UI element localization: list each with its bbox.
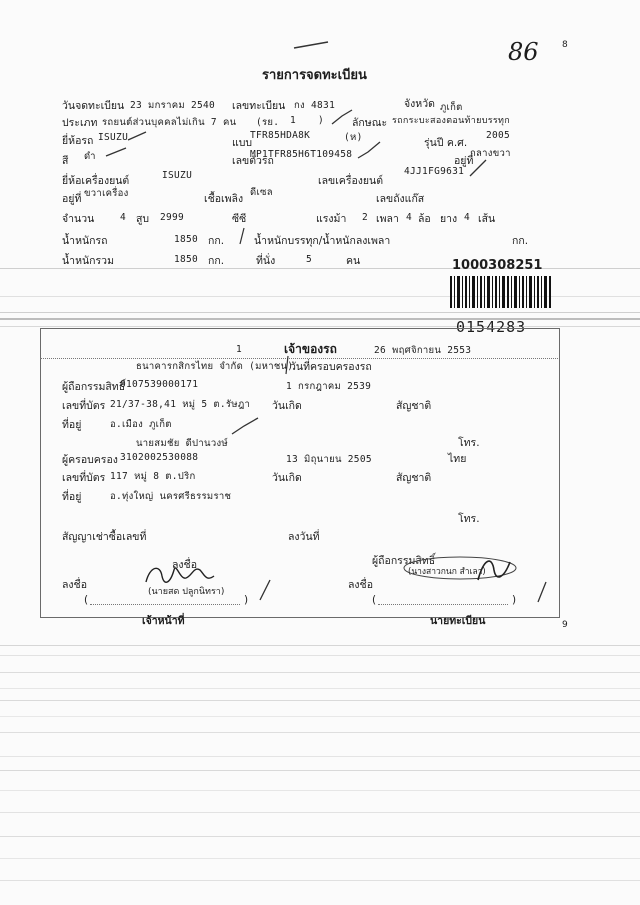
signature-line <box>378 604 508 605</box>
fuel-label: เชื้อเพลิง <box>204 193 244 205</box>
owner-company: ธนาคารกสิกรไทย จำกัด (มหาชน) <box>136 361 294 372</box>
seat-unit: คน <box>346 255 361 267</box>
possessor-name: นายสมชัย ดีปานวงษ์ <box>136 438 228 449</box>
province-value: ภูเก็ต <box>440 102 463 113</box>
color-label: สี <box>62 155 69 167</box>
tire-value: 4 <box>464 212 471 223</box>
axle-value: 2 <box>362 212 369 223</box>
handwritten-page-number: 86 <box>508 38 539 66</box>
qty-value: 4 <box>120 212 127 223</box>
check-mark <box>356 140 384 162</box>
contract-label: สัญญาเช่าซื้อเลขที่ <box>62 531 147 543</box>
year-label: รุ่นปี ค.ศ. <box>424 137 468 149</box>
gross-value: 1850 <box>174 254 199 265</box>
engine-brand-label: ยี่ห้อเครื่องยนต์ <box>62 175 130 187</box>
tel-label: โทร. <box>458 437 480 449</box>
holder-address-no: 21/37-38,41 หมู่ 5 ต.รัษฎา <box>110 399 251 410</box>
kg-unit: กก. <box>208 255 225 267</box>
registrar-name: (นางสาวกนก สำเลา) <box>408 567 486 577</box>
hp-label: แรงม้า <box>316 213 347 225</box>
model-value: TFR85HDA8K <box>250 130 311 141</box>
engine-no-label: เลขเครื่องยนต์ <box>318 175 384 187</box>
tire-label: ยาง <box>440 213 458 225</box>
nation-label: สัญชาติ <box>396 400 432 412</box>
kg-unit: กก. <box>512 235 529 247</box>
province-label: จังหวัด <box>404 98 435 110</box>
address-label: ที่อยู่ <box>62 419 82 431</box>
paren-open: ( <box>84 594 89 606</box>
reg-no-label: เลขทะเบียน <box>232 100 286 112</box>
possessor-birth: 13 มิถุนายน 2505 <box>286 454 372 465</box>
possessor-nationality: ไทย <box>448 453 467 465</box>
engine-loc-value: ขวาเครื่อง <box>84 188 129 199</box>
check-mark <box>236 226 252 246</box>
weight-value: 1850 <box>174 234 199 245</box>
feature-label: ลักษณะ <box>352 117 388 129</box>
gas-label: เลขถังแก๊ส <box>376 193 425 205</box>
model-label: แบบ <box>232 137 253 149</box>
paren-close: ) <box>512 594 517 606</box>
engine-brand-value: ISUZU <box>162 170 193 181</box>
wheel-value: 4 <box>406 212 413 223</box>
kg-unit: กก. <box>208 235 225 247</box>
check-mark <box>230 416 260 438</box>
fuel-value: ดีเซล <box>250 187 273 198</box>
check-mark <box>282 354 294 376</box>
owner-seq: 1 <box>236 344 243 355</box>
barcode <box>450 276 554 308</box>
sign-label: ลงชื่อ <box>172 559 197 571</box>
load-label: น้ำหนักบรรทุก/น้ำหนักลงเพลา <box>254 235 391 247</box>
address-label: ที่อยู่ <box>62 491 82 503</box>
barcode-number: 1000308251 <box>452 258 543 273</box>
type-value: รถยนต์ส่วนบุคคลไม่เกิน 7 คน <box>102 117 237 128</box>
footer-mark: 9 <box>562 620 568 630</box>
possessor-id: 3102002530088 <box>120 452 199 463</box>
feature-value: รถกระบะสองตอนท้ายบรรทุก <box>392 116 510 126</box>
check-mark <box>256 578 276 602</box>
seat-label: ที่นั่ง <box>256 255 276 267</box>
sign-label: ลงชื่อ <box>348 579 373 591</box>
wheel-label: ล้อ <box>418 213 431 225</box>
birth-label: วันเกิด <box>272 400 302 412</box>
brand-value: ISUZU <box>98 132 129 143</box>
chassis-value: MP1TFR85H6T109458 <box>250 149 353 160</box>
rs-label: (รย. <box>256 117 280 128</box>
possessor-address-no: 117 หมู่ 8 ต.ปริก <box>110 471 196 482</box>
chassis-label: เลขตัวรถ <box>232 155 274 167</box>
cyl-label: สูบ <box>136 213 150 225</box>
weight-label: น้ำหนักรถ <box>62 235 108 247</box>
chassis-loc-value: กลางขวา <box>470 148 511 159</box>
cc-value: 2999 <box>160 212 185 223</box>
page-mark: 8 <box>562 40 568 50</box>
holder-sign-label: ผู้ถือกรรมสิทธิ์ <box>372 555 436 567</box>
qty-label: จำนวน <box>62 213 95 225</box>
paren-close: ) <box>244 594 249 606</box>
official-title: เจ้าหน้าที่ <box>142 615 185 627</box>
serial-number: 0154283 <box>456 318 527 336</box>
owner-section-title: เจ้าของรถ <box>284 342 337 356</box>
possess-label: วันที่ครอบครองรถ <box>290 361 372 373</box>
official-name: (นายสด ปลูกนิทรา) <box>148 587 225 597</box>
paren-open: ( <box>372 594 377 606</box>
nation-label: สัญชาติ <box>396 472 432 484</box>
owner-date: 26 พฤศจิกายน 2553 <box>374 345 472 356</box>
chassis-loc-label: อยู่ที่ <box>454 155 474 167</box>
tel-label: โทร. <box>458 513 480 525</box>
sign-label: ลงชื่อ <box>62 579 87 591</box>
year-value: 2005 <box>486 130 511 141</box>
birth-label: วันเกิด <box>272 472 302 484</box>
seat-value: 5 <box>306 254 313 265</box>
id-label: เลขที่บัตร <box>62 400 106 412</box>
check-mark <box>330 108 354 128</box>
signature-line <box>90 604 240 605</box>
pen-stroke-mark <box>292 38 332 52</box>
model-suffix: (ห) <box>344 132 363 143</box>
cc-label: ซีซี <box>232 213 247 225</box>
check-mark <box>126 128 150 144</box>
check-mark <box>468 158 490 180</box>
engine-loc-label: อยู่ที่ <box>62 193 82 205</box>
reg-date-label: วันจดทะเบียน <box>62 100 125 112</box>
color-value: ดำ <box>84 151 96 162</box>
holder-birth: 1 กรกฎาคม 2539 <box>286 381 372 392</box>
brand-label: ยี่ห้อรถ <box>62 135 94 147</box>
engine-no-value: 4JJ1FG9631 <box>404 166 465 177</box>
possessor-label: ผู้ครอบครอง <box>62 454 118 466</box>
check-mark <box>534 580 552 604</box>
id-label: เลขที่บัตร <box>62 472 106 484</box>
gross-label: น้ำหนักรวม <box>62 255 114 267</box>
rs-value: 1 <box>290 115 297 126</box>
page-title: รายการจดทะเบียน <box>262 68 367 83</box>
tire-unit: เส้น <box>478 213 496 225</box>
reg-date-value: 23 มกราคม 2540 <box>130 100 216 111</box>
check-mark <box>104 144 130 160</box>
registrar-title: นายทะเบียน <box>430 615 486 627</box>
contract-date-label: ลงวันที่ <box>288 531 320 543</box>
holder-address: อ.เมือง ภูเก็ต <box>110 419 172 430</box>
axle-label: เพลา <box>376 213 399 225</box>
reg-no-value: กง 4831 <box>294 100 336 111</box>
type-label: ประเภท <box>62 117 98 129</box>
holder-id: 0107539000171 <box>120 379 199 390</box>
holder-label: ผู้ถือกรรมสิทธิ์ <box>62 381 126 393</box>
rs-close: ) <box>318 115 325 126</box>
possessor-address: อ.ทุ่งใหญ่ นครศรีธรรมราช <box>110 491 232 502</box>
